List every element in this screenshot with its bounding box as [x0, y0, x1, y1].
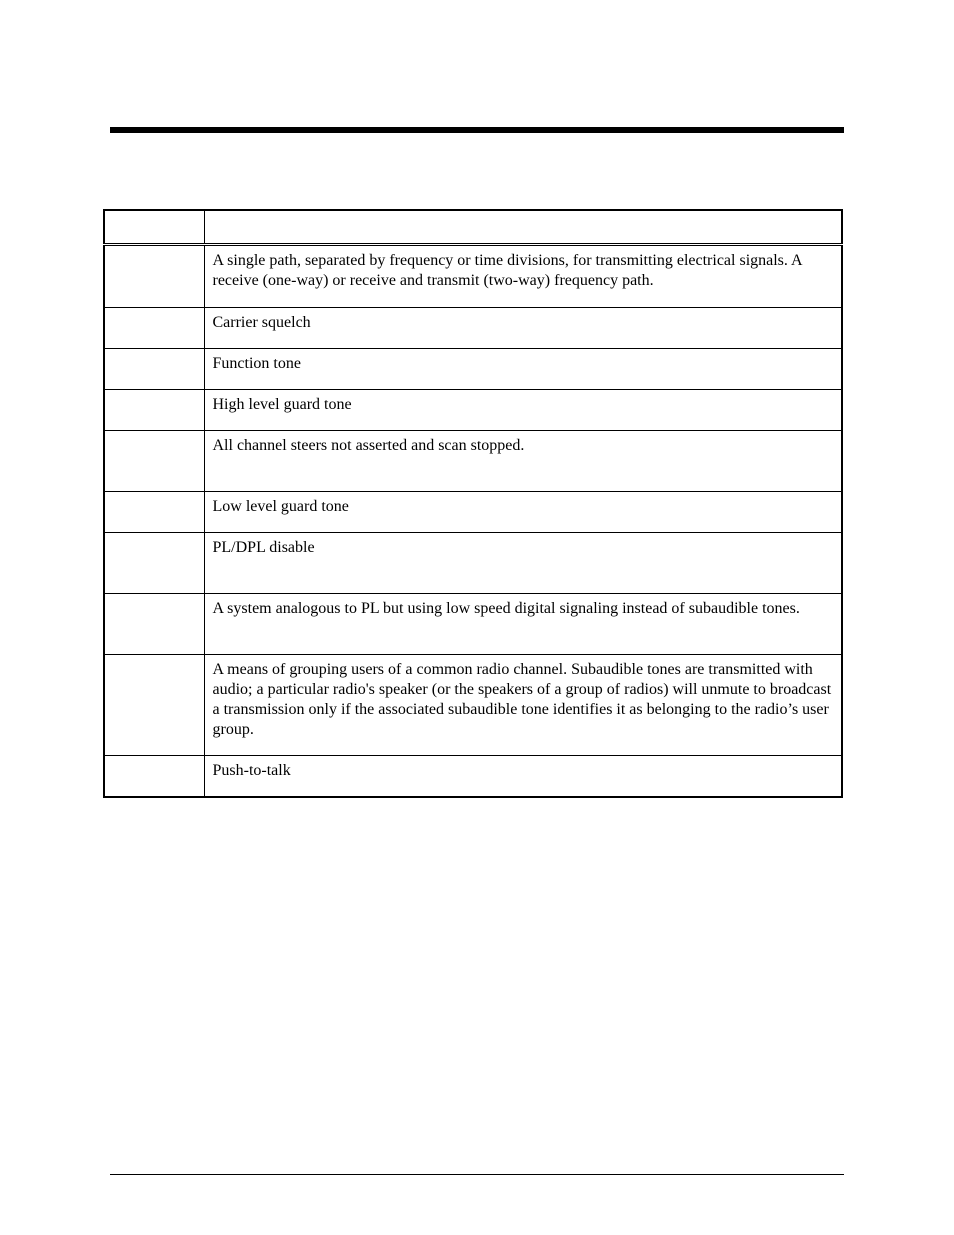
definition-cell: A single path, separated by frequency or time divisions, for transmitting electrical signals. A receive (one-way) or receive and transmit (two-way) frequency path. — [204, 245, 842, 308]
definition-cell: All channel steers not asserted and scan stopped. — [204, 431, 842, 492]
term-header-cell — [104, 210, 204, 245]
term-cell — [104, 390, 204, 431]
table-row — [104, 349, 842, 390]
term-cell — [104, 594, 204, 655]
term-cell — [104, 245, 204, 308]
definition-cell: High level guard tone — [204, 390, 842, 431]
definition-cell: Low level guard tone — [204, 492, 842, 533]
term-cell — [104, 533, 204, 594]
table-row — [104, 390, 842, 431]
definition-header-cell — [204, 210, 842, 245]
term-cell — [104, 655, 204, 756]
term-cell — [104, 756, 204, 798]
table-row — [104, 655, 842, 756]
term-cell — [104, 431, 204, 492]
definition-cell: Carrier squelch — [204, 308, 842, 349]
table-header-row — [104, 210, 842, 245]
top-rule — [110, 127, 844, 133]
table-row — [104, 431, 842, 492]
definition-cell: A means of grouping users of a common radio channel. Subaudible tones are transmitted with audio; a particular radio's speaker (or the speakers of a group of radios) will unmute to broadcast a transmission only if the associated subaudible tone identifies it as belonging to the radio’s user group. — [204, 655, 842, 756]
definition-cell: Function tone — [204, 349, 842, 390]
term-cell — [104, 492, 204, 533]
table-row — [104, 245, 842, 308]
definition-cell: PL/DPL disable — [204, 533, 842, 594]
table-row — [104, 308, 842, 349]
table-row — [104, 756, 842, 798]
table-row — [104, 492, 842, 533]
footer-rule — [110, 1174, 844, 1175]
table-row — [104, 533, 842, 594]
table-row — [104, 594, 842, 655]
definition-cell: A system analogous to PL but using low speed digital signaling instead of subaudible tones. — [204, 594, 842, 655]
definition-cell: Push-to-talk — [204, 756, 842, 798]
term-cell — [104, 308, 204, 349]
term-cell — [104, 349, 204, 390]
glossary-table — [103, 209, 843, 798]
